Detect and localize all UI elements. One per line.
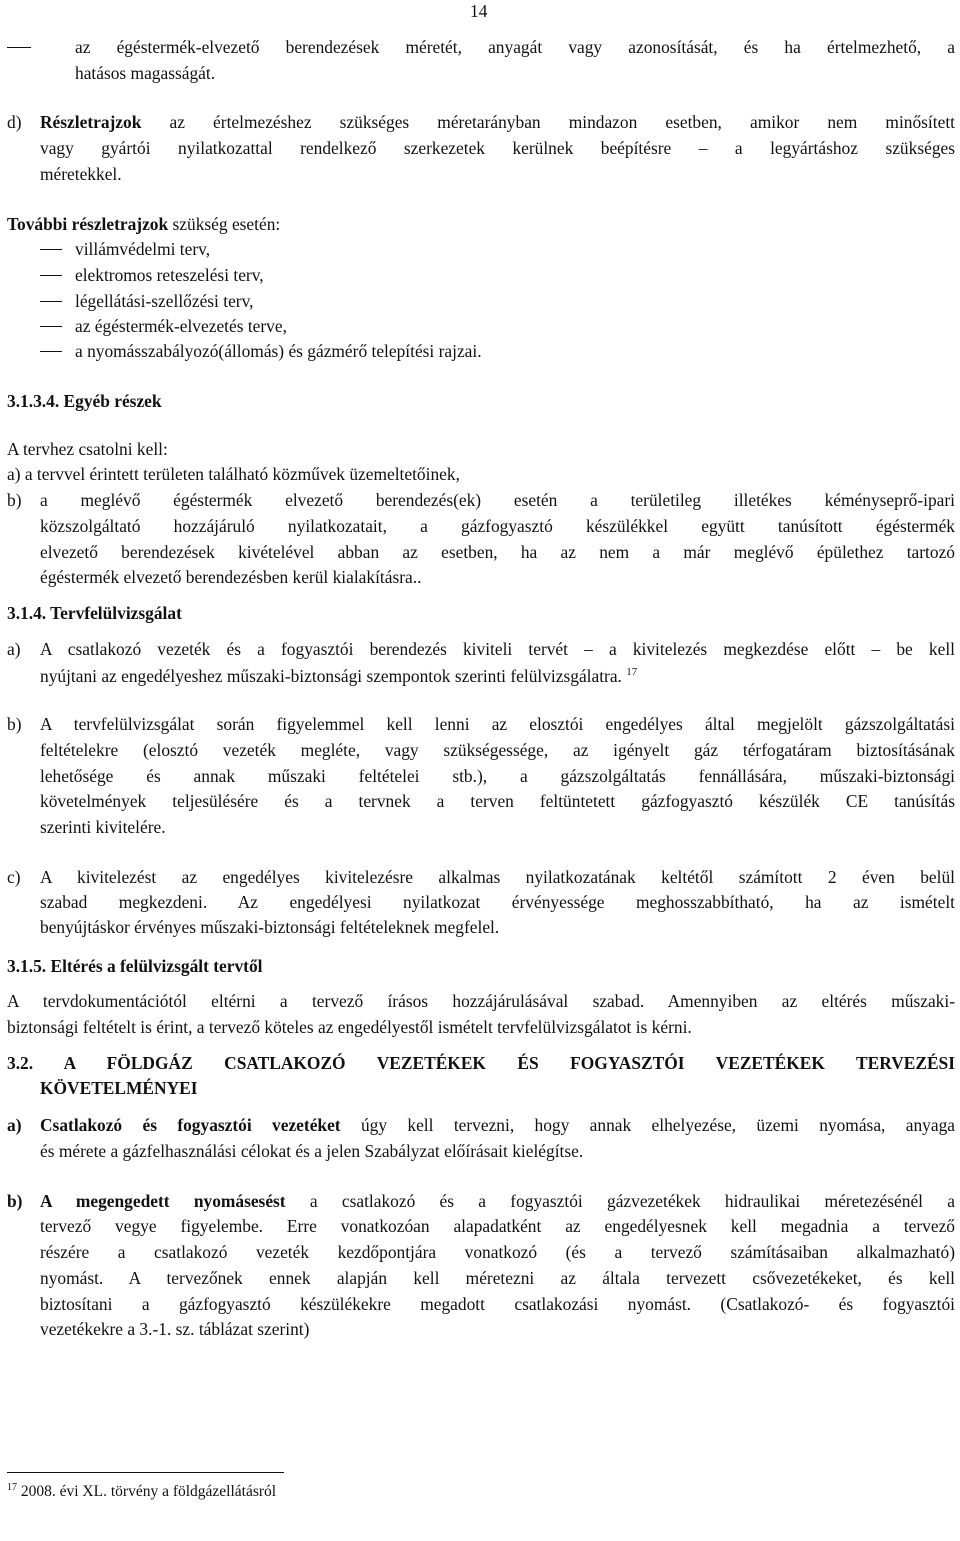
list-label: a)	[7, 639, 21, 659]
section-heading: 3.1.3.4. Egyéb részek	[7, 391, 162, 411]
bold-term: Csatlakozó és fogyasztói vezetéket	[40, 1115, 341, 1135]
paragraph-line: vezetékekre a 3.-1. sz. táblázat szerint)	[40, 1319, 310, 1339]
paragraph-line: elvezető berendezések kivételével abban az esetben, ha az nem a már meglévő épülethez tartozó	[40, 542, 955, 562]
dash-bullet	[40, 249, 62, 250]
section-heading: 3.2. A FÖLDGÁZ CSATLAKOZÓ VEZETÉKEK ÉS FOGYASZTÓI VEZETÉKEK TERVEZÉSI	[7, 1053, 955, 1073]
text-span: úgy kell tervezni, hogy annak elhelyezése, üzemi nyomása, anyaga	[360, 1115, 955, 1135]
text-span: a csatlakozó és a fogyasztói gázvezetékek hidraulikai méretezésénél a	[309, 1191, 956, 1211]
paragraph-line: és mérete a gázfelhasználási célokat és a jelen Szabályzat előírásait kielégítse.	[40, 1141, 584, 1161]
footnote-text: 2008. évi XL. törvény a földgázellátásról	[20, 1483, 277, 1500]
list-item: a nyomásszabályozó(állomás) és gázmérő telepítési rajzai.	[75, 341, 482, 361]
paragraph-line: részére a csatlakozó vezeték kezdőpontjára vonatkozó (és a tervező számításaiban alkalmazható)	[40, 1242, 955, 1262]
paragraph-line: égéstermék elvezető berendezésben kerül kialakításra..	[40, 567, 422, 587]
list-label: c)	[7, 867, 21, 887]
paragraph-line	[7, 216, 280, 233]
list-label: a)	[7, 1115, 22, 1135]
dash-bullet	[40, 351, 62, 352]
paragraph-line: A csatlakozó vezeték és a fogyasztói berendezés kiviteli tervét – a kivitelezés megkezdése előtt – be kell	[40, 639, 955, 659]
paragraph-line: szabad megkezdeni. Az engedélyesi nyilatkozat érvényessége meghosszabbítható, ha az ismételt	[40, 892, 955, 912]
list-label: d)	[7, 112, 22, 132]
paragraph-line: nyomást. A tervezőnek ennek alapján kell méretezni az általa tervezett csővezetékeket, és kell	[40, 1268, 955, 1288]
paragraph-line: benyújtáskor érvényes műszaki-biztonsági feltételeknek megfelel.	[40, 917, 500, 937]
page-number: 14	[470, 1, 488, 21]
paragraph-line: biztosítani a gázfogyasztó készülékekre megadott csatlakozási nyomást. (Csatlakozó- és fogyasztói	[40, 1294, 955, 1314]
paragraph-line: lehetősége és annak műszaki feltételei stb.), a gázszolgáltatás fennállására, műszaki-biztonsági	[40, 766, 955, 786]
section-heading: KÖVETELMÉNYEI	[40, 1078, 198, 1098]
list-item: légellátási-szellőzési terv,	[75, 291, 254, 311]
list-item: villámvédelmi terv,	[75, 239, 211, 259]
paragraph-line: hatásos magasságát.	[75, 63, 216, 83]
paragraph-line: tervező vegye figyelembe. Erre vonatkozóan alapadatként az engedélyesnek kell megadnia a tervező	[40, 1216, 955, 1236]
paragraph-line	[40, 114, 955, 131]
footnote	[7, 1483, 276, 1501]
paragraph-line: a) a tervvel érintett területen található közművek üzemeltetőinek,	[7, 464, 460, 484]
paragraph-line: A tervfelülvizsgálat során figyelemmel kell lenni az elosztói engedélyes által megjelölt gázszolgáltatási	[40, 714, 955, 734]
bold-term: A megengedett nyomásesést	[40, 1191, 286, 1211]
paragraph-line: A tervdokumentációtól eltérni a tervező írásos hozzájárulásával szabad. Amennyiben az eltérés műszaki-	[7, 991, 955, 1011]
text-span: szükség esetén:	[172, 214, 281, 234]
bold-term: Részletrajzok	[40, 112, 142, 132]
paragraph-line	[40, 668, 637, 685]
list-item: az égéstermék-elvezetés terve,	[75, 316, 287, 336]
list-label: b)	[7, 1191, 23, 1211]
paragraph-line: közszolgáltató hozzájáruló nyilatkozatait, a gázfogyasztó készülékkel együtt tanúsított égéstermék	[40, 516, 955, 536]
bold-term: További részletrajzok	[7, 214, 169, 234]
text-span: az értelmezéshez szükséges méretarányban mindazon esetben, amikor nem minősített	[169, 112, 955, 132]
paragraph-line: biztonsági feltételt is érint, a tervező köteles az engedélyestől ismételt tervfelülvizsgálatot is kérni.	[7, 1017, 692, 1037]
paragraph-line: a meglévő égéstermék elvezető berendezés(ek) esetén a területileg illetékes kéményseprő-ipari	[40, 490, 955, 510]
footnote-separator	[7, 1472, 284, 1473]
text-span: nyújtani az engedélyeshez műszaki-biztonsági szempontok szerinti felülvizsgálatra.	[40, 666, 622, 686]
footnote-number: 17	[7, 1482, 17, 1493]
paragraph-line: az égéstermék-elvezető berendezések méretét, anyagát vagy azonosítását, és ha értelmezhető, a	[75, 37, 955, 57]
footnote-ref[interactable]: 17	[626, 666, 638, 678]
paragraph-line	[40, 1193, 955, 1210]
paragraph-line	[40, 1117, 955, 1134]
dash-bullet	[40, 326, 62, 327]
section-heading: 3.1.4. Tervfelülvizsgálat	[7, 603, 182, 623]
list-label: b)	[7, 490, 22, 510]
dash-bullet	[7, 47, 31, 48]
paragraph-line: feltételekre (elosztó vezeték megléte, vagy szükségessége, az igényelt gáz térfogatáram biztosításának	[40, 740, 955, 760]
list-label: b)	[7, 714, 22, 734]
list-item: elektromos reteszelési terv,	[75, 265, 264, 285]
paragraph-line: szerinti kivitelére.	[40, 817, 166, 837]
paragraph-line: A tervhez csatolni kell:	[7, 439, 168, 459]
paragraph-line: méretekkel.	[40, 164, 122, 184]
paragraph-line: vagy gyártói nyilatkozattal rendelkező szerkezetek kerülnek beépítésre – a legyártáshoz szükséges	[40, 138, 955, 158]
section-heading: 3.1.5. Eltérés a felülvizsgált tervtől	[7, 956, 263, 976]
paragraph-line: követelmények teljesülésére és a tervnek a terven feltüntetett gázfogyasztó készülék CE tanúsítás	[40, 791, 955, 811]
paragraph-line: A kivitelezést az engedélyes kivitelezésre alkalmas nyilatkozatának keltétől számított 2 éven belül	[40, 867, 955, 887]
dash-bullet	[40, 275, 62, 276]
dash-bullet	[40, 301, 62, 302]
